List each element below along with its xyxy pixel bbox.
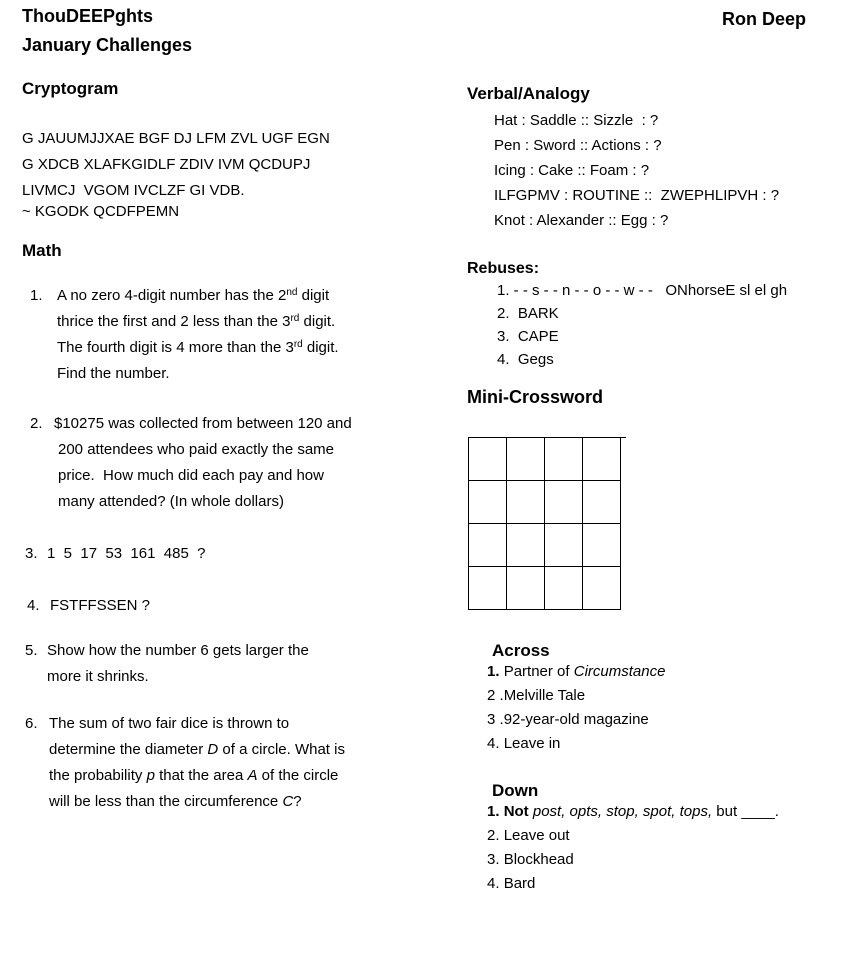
down-clue-2 xyxy=(487,824,847,848)
crossword-cell xyxy=(545,481,583,524)
problem-number: 3. xyxy=(25,545,38,562)
problem-text: FSTFFSSEN ? xyxy=(50,597,151,614)
variable-p: p xyxy=(146,767,155,784)
cryptogram-signature: ~ KGODK QCDFPEMN xyxy=(22,203,180,220)
rebus-item: 1. - - s - - n - - o - - w - - ONhorseE sl el gh xyxy=(497,282,788,299)
rebuses-heading: Rebuses: xyxy=(467,260,540,277)
math-problem-1 xyxy=(22,283,442,387)
variable-a: A xyxy=(247,767,258,784)
clue-text: Bard xyxy=(503,875,536,892)
analogy-item: Icing : Cake :: Foam : ? xyxy=(494,162,650,179)
rebus-item: 2. BARK xyxy=(497,305,559,322)
crossword-cell xyxy=(583,567,621,610)
cryptogram-line: G JAUUMJJXAE BGF DJ LFM ZVL UGF EGN xyxy=(22,130,330,147)
clue-number: 1. xyxy=(487,663,504,680)
crossword-cell xyxy=(507,567,545,610)
problem-text: that the area xyxy=(154,767,248,784)
analogy-list xyxy=(494,108,850,233)
problem-line: 200 attendees who paid exactly the same xyxy=(58,441,335,458)
math-problem-4 xyxy=(22,593,442,619)
problem-line: $10275 was collected from between 120 and xyxy=(54,415,352,432)
ordinal-superscript: nd xyxy=(286,287,298,298)
clue-italic-text: post, opts, stop, spot, tops, xyxy=(532,803,713,820)
problem-text: digit. xyxy=(302,339,339,356)
crossword-cell xyxy=(469,567,507,610)
problem-line xyxy=(49,737,442,763)
rebus-list xyxy=(497,279,850,371)
cryptogram-line: LIVMCJ VGOM IVCLZF GI VDB. xyxy=(22,182,245,199)
rebus-item: 3. CAPE xyxy=(497,328,559,345)
clue-number: 4. xyxy=(487,735,504,752)
analogy-item: ILFGPMV : ROUTINE :: ZWEPHLIPVH : ? xyxy=(494,187,780,204)
problem-number: 4. xyxy=(27,597,40,614)
crossword-cell xyxy=(545,567,583,610)
clue-bold-text: Not xyxy=(503,803,533,820)
problem-line xyxy=(57,283,442,309)
rebus-item: 4. Gegs xyxy=(497,351,554,368)
clue-text: Leave out xyxy=(503,827,570,844)
problem-text: of the circle xyxy=(257,767,339,784)
problem-number: 6. xyxy=(25,715,38,732)
clue-number: 4. xyxy=(487,875,504,892)
variable-d: D xyxy=(207,741,219,758)
problem-number: 5. xyxy=(25,642,38,659)
clue-text: Leave in xyxy=(503,735,561,752)
crossword-cell xyxy=(469,438,507,481)
problem-line xyxy=(57,335,442,361)
clue-text: Blockhead xyxy=(503,851,574,868)
clue-text: Melville Tale xyxy=(503,687,586,704)
page-subtitle: January Challenges xyxy=(22,35,193,55)
crossword-cell xyxy=(469,481,507,524)
clue-text: but ____. xyxy=(712,803,779,820)
clue-text: 92-year-old magazine xyxy=(503,711,649,728)
across-clues xyxy=(487,660,847,756)
math-heading: Math xyxy=(22,241,62,260)
title-block xyxy=(22,2,192,60)
math-problem-5 xyxy=(22,638,442,690)
problem-line xyxy=(49,763,442,789)
problem-text: digit. xyxy=(299,313,336,330)
analogy-item: Pen : Sword :: Actions : ? xyxy=(494,137,662,154)
crossword-cell xyxy=(545,438,583,481)
problem-text: A no zero 4-digit number has the 2 xyxy=(57,287,287,304)
crossword-cell xyxy=(469,524,507,567)
crossword-cell xyxy=(545,524,583,567)
problem-line xyxy=(57,309,442,335)
problem-line: more it shrinks. xyxy=(47,668,149,685)
down-clue-1 xyxy=(487,800,847,824)
clue-number: 2. xyxy=(487,827,504,844)
clue-number: 1. xyxy=(487,803,504,820)
crossword-cell xyxy=(583,481,621,524)
problem-text: digit xyxy=(297,287,330,304)
problem-line: Show how the number 6 gets larger the xyxy=(47,642,309,659)
down-heading: Down xyxy=(492,781,539,800)
crossword-cell xyxy=(583,524,621,567)
crossword-heading: Mini-Crossword xyxy=(467,387,604,407)
problem-text: the probability xyxy=(49,767,147,784)
crossword-cell xyxy=(507,438,545,481)
problem-line: many attended? (In whole dollars) xyxy=(58,493,284,510)
problem-line: The sum of two fair dice is thrown to xyxy=(49,715,290,732)
problem-text: determine the diameter xyxy=(49,741,208,758)
clue-italic-text: Circumstance xyxy=(573,663,666,680)
crossword-cell xyxy=(583,438,621,481)
cryptogram-heading: Cryptogram xyxy=(22,79,119,98)
author-name: Ron Deep xyxy=(722,9,807,29)
page-title: ThouDEEPghts xyxy=(22,6,153,26)
ordinal-superscript: rd xyxy=(293,339,303,350)
clue-number: 3. xyxy=(487,851,504,868)
crossword-cell xyxy=(507,481,545,524)
ordinal-superscript: rd xyxy=(290,313,300,324)
crossword-grid xyxy=(468,437,626,610)
problem-line xyxy=(49,789,442,815)
problem-number: 2. xyxy=(30,415,43,432)
analogy-item: Hat : Saddle :: Sizzle : ? xyxy=(494,112,659,129)
crossword-cell xyxy=(507,524,545,567)
across-heading: Across xyxy=(492,641,550,660)
math-problem-2 xyxy=(22,411,442,515)
across-clue-1 xyxy=(487,660,847,684)
problem-line: Find the number. xyxy=(57,365,170,382)
problem-text: will be less than the circumference xyxy=(49,793,283,810)
variable-c: C xyxy=(282,793,294,810)
problem-line: price. How much did each pay and how xyxy=(58,467,324,484)
down-clues xyxy=(487,800,847,896)
math-problem-3 xyxy=(22,541,442,567)
across-clue-4 xyxy=(487,732,847,756)
across-clue-3 xyxy=(487,708,847,732)
down-clue-4 xyxy=(487,872,847,896)
clue-text: Partner of xyxy=(503,663,574,680)
cryptogram-line: G XDCB XLAFKGIDLF ZDIV IVM QCDUPJ xyxy=(22,156,311,173)
clue-number: 2 . xyxy=(487,687,504,704)
across-clue-2 xyxy=(487,684,847,708)
problem-text: The fourth digit is 4 more than the 3 xyxy=(57,339,294,356)
cryptogram-text xyxy=(22,126,442,225)
problem-number: 1. xyxy=(30,287,43,304)
problem-text: 1 5 17 53 161 485 ? xyxy=(47,545,206,562)
math-problem-6 xyxy=(22,711,442,815)
clue-number: 3 . xyxy=(487,711,504,728)
analogy-item: Knot : Alexander :: Egg : ? xyxy=(494,212,669,229)
problem-text: ? xyxy=(293,793,302,810)
problem-text: thrice the first and 2 less than the 3 xyxy=(57,313,291,330)
problem-text: of a circle. What is xyxy=(218,741,345,758)
verbal-analogy-heading: Verbal/Analogy xyxy=(467,84,590,103)
down-clue-3 xyxy=(487,848,847,872)
